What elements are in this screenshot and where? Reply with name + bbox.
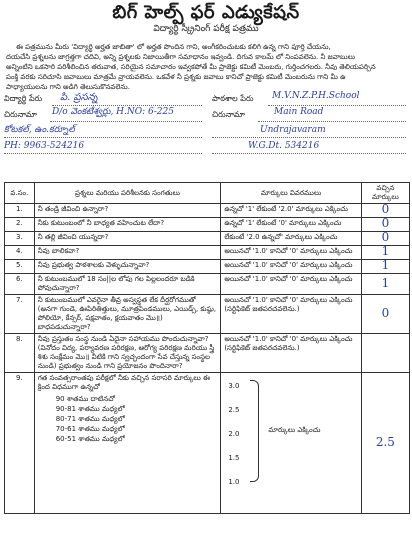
table-row — [5, 334, 410, 373]
range-item: 90 శాతము దాటినచో — [55, 395, 115, 403]
row-number: 2. — [5, 218, 35, 232]
question: నీవు బాలికవా? — [34, 246, 221, 260]
questions-table — [4, 182, 410, 514]
score-cell[interactable] — [361, 295, 409, 334]
criteria: ఉన్నచో '1' లేకుంటే '0' మార్కులు ఎక్కించు — [221, 218, 361, 232]
range-item: 90-81 శాతము మధ్యలో — [55, 405, 125, 413]
criteria: అయినచో '1.0' కానిచో '0' మార్కులు ఎక్కించు — [221, 246, 361, 260]
criteria: అయినచో '1.0' కానిచో '0' మార్కులు ఎక్కించు (సర్టిఫికెట్ జతపరచవలెను.) — [221, 295, 361, 334]
row-number: 5. — [5, 260, 35, 274]
phone-value[interactable]: PH: 9963-524216 — [4, 141, 85, 151]
page-subtitle: విద్యార్థి స్క్రీనింగ్ పరీక్ష పత్రము — [153, 24, 259, 34]
question: నీవు ప్రస్తుతం సంస్థ నుండి ఏదైనా సహాయము పొందుచున్నావా? (వినోదం విద్య, పర్యావరణ పరిరక్షణ, ఆరోగ్య పరిరక్షణ మరియు స్త్రీ శిశు సంక్షేమం మొ॥ వీటికి గాని స్వచ్ఛందంగా సేవ చేస్తున్న సంస్థల నుండి) ప్రభుత్వం నుండి గాని ప్రయోజనం పొందినారా? — [34, 334, 221, 373]
instruction-line: అన్నింటిని ఒకసారి పరిశీలించిన తరువాత, సరియైన సమాచారం ఇవ్వకపోతే మీ ప్రాజెక్టు కమిటీ మెంబరు, గుర్తించగలరు. నీవు తెలియపర్చిన — [6, 63, 376, 71]
range-item: 80-71 శాతము మధ్యలో — [55, 415, 125, 423]
question: నీ తల్లి జీవించి యున్నదా? — [34, 232, 221, 246]
score-value: 0 — [381, 202, 390, 216]
score-value: 2.5 — [375, 434, 395, 449]
table-row — [5, 232, 410, 246]
score-cell[interactable] — [361, 373, 409, 514]
col-header: వచ్చిన మార్కులు — [361, 183, 409, 204]
school-name-value[interactable]: M.V.N.Z.P.H.School — [272, 91, 360, 101]
question-with-ranges — [34, 373, 221, 514]
scale-value: 1.5 — [228, 454, 240, 462]
row-number: 1. — [5, 204, 35, 218]
question: గత సంవత్సరాంతపు పరీక్షలో నీకు వచ్చిన సరాసరి మార్కులు ఈ క్రింద విధముగా ఉన్నచో — [37, 374, 210, 391]
table-row — [5, 204, 410, 218]
score-value: 1 — [381, 275, 390, 290]
table-row — [5, 274, 410, 295]
score-value: 0 — [381, 216, 390, 230]
question: నీవు ప్రభుత్వ పాఠశాలకు వెళ్ళుచున్నావా? — [34, 260, 221, 274]
scale-value: 2.0 — [228, 430, 240, 438]
question: నీ తండ్రి జీవించి ఉన్నారా? — [34, 204, 221, 218]
score-value: 0 — [381, 230, 390, 244]
range-item: 60-51 శాతము మధ్యలో — [55, 435, 125, 443]
address-line2[interactable]: కోటకల్, ఉం.కర్నూల్ — [4, 125, 75, 135]
instruction-line: దయచేసి ప్రశ్నలను జాగ్రత్తగా చదివి, అన్ని ప్రశ్నలకు నిజాయితీగా సమాధానం ఇవ్వండి. దిగువ కాలమ్ లో నింపవలెను. నీ జవాబులు — [6, 53, 356, 61]
table-row — [5, 246, 410, 260]
instruction-line: పాధ్యాయులను గాని అడిగి తెలుసుకొనవలెను. — [6, 83, 130, 91]
row-number: 9. — [5, 373, 35, 514]
table-row — [5, 260, 410, 274]
score-cell[interactable] — [361, 274, 409, 295]
question: నీకు కుటుంబంలో నీ బాధ్యత వహించుట లేదా? — [34, 218, 221, 232]
score-value: 1 — [381, 244, 390, 258]
criteria: మార్కులు ఎక్కించు — [268, 426, 321, 434]
district-value[interactable]: W.G.Dt. 534216 — [248, 141, 320, 151]
scale-value: 2.5 — [228, 406, 240, 414]
criteria: లేకుంటే '2.0 ఉన్నచో' మార్కులు ఎక్కించు — [221, 232, 361, 246]
table-row — [5, 218, 410, 232]
criteria-scale — [221, 373, 361, 514]
col-header: వ.సం. — [5, 183, 35, 204]
student-name-value[interactable]: పి. ప్రసన్న — [60, 92, 98, 103]
instruction-line: పంక్తి వరకు సరిచూసి జవాబులు మాత్రమే వ్రాయవలెను. ఒకవేళ నీ ప్రశ్నకు జవాబు కానిచో ప్రాజెక్టు కమిటీ మెంబరును గాని మీ ఉ — [6, 73, 346, 81]
score-value: 0 — [381, 305, 390, 320]
col-header: ప్రశ్నలు మరియు పరిశీలనకు సంగతులు — [34, 183, 221, 204]
address-label: చిరునామా — [4, 110, 37, 119]
school-address-value[interactable]: Main Road — [274, 107, 324, 117]
score-value: 1 — [381, 258, 390, 272]
student-details — [0, 92, 412, 182]
question: నీ కుటుంబములో ఎవరైనా తీవ్ర అస్వస్థత లేక దీర్ఘరోగముతో (అనగా గుండె, ఊపిరితిత్తులు, మూత్రపిండములు, ఎయిడ్స్, కుష్ఠు, పోలియో, కేన్సర్, పక్షవాతం, క్షయవాతం మొ॥) బాధపడుచున్నారా? — [34, 295, 221, 334]
criteria: అయినచో '1.0' కానిచో '0' మార్కులు ఎక్కించు (సర్టిఫికెట్ జతపరచవలెను.) — [221, 334, 361, 373]
table-row — [5, 295, 410, 334]
brace-bracket — [250, 380, 259, 482]
page-title: బిగ్ హెల్ప్ ఫర్ ఎడ్యుకేషన్ — [112, 2, 300, 23]
address-value[interactable]: D/o వెంకటేశ్వర్లు, H.NO: 6-225 — [52, 107, 174, 117]
score-cell[interactable] — [361, 260, 409, 274]
instructions — [0, 42, 412, 92]
row-number: 4. — [5, 246, 35, 260]
row-number: 8. — [5, 334, 35, 373]
criteria: అయినచో '1.0' కానిచో '0' మార్కులు ఎక్కించు — [221, 274, 361, 295]
town-value[interactable]: Undrajavaram — [260, 125, 326, 135]
criteria: అయినచో '1.0' కానిచో '0' మార్కులు ఎక్కించు — [221, 260, 361, 274]
student-name-label: విద్యార్థి పేరు — [4, 94, 43, 103]
col-header: మార్కులు వివరములు — [221, 183, 361, 204]
range-item: 70-61 శాతము మధ్యలో — [55, 425, 125, 433]
question: నీ కుటుంబములో 18 సం||ల లోపు గల పిల్లలందరూ బడికి పోవుచున్నారా? — [34, 274, 221, 295]
score-cell[interactable] — [361, 334, 409, 373]
row-number: 3. — [5, 232, 35, 246]
school-address-label: చిరునామా — [212, 110, 245, 119]
row-number: 6. — [5, 274, 35, 295]
scale-value: 1.0 — [228, 478, 240, 486]
school-name-label: పాఠశాల పేరు — [212, 94, 254, 103]
scale-value: 3.0 — [228, 382, 240, 390]
row-number: 7. — [5, 295, 35, 334]
table-row — [5, 373, 410, 514]
instruction-line: ఈ పత్రమును మీరు 'విద్యార్థి అర్హత జాబితా' లో అర్హత పొందిన గాని, అంగీకరించుటకు కలిగి ఉన్న గాని పూర్తి చేయను, — [16, 43, 331, 51]
table-header-row — [5, 183, 410, 204]
criteria: ఉన్నచో '1' లేకుంటే '2.0' మార్కులు ఎక్కించు — [221, 204, 361, 218]
